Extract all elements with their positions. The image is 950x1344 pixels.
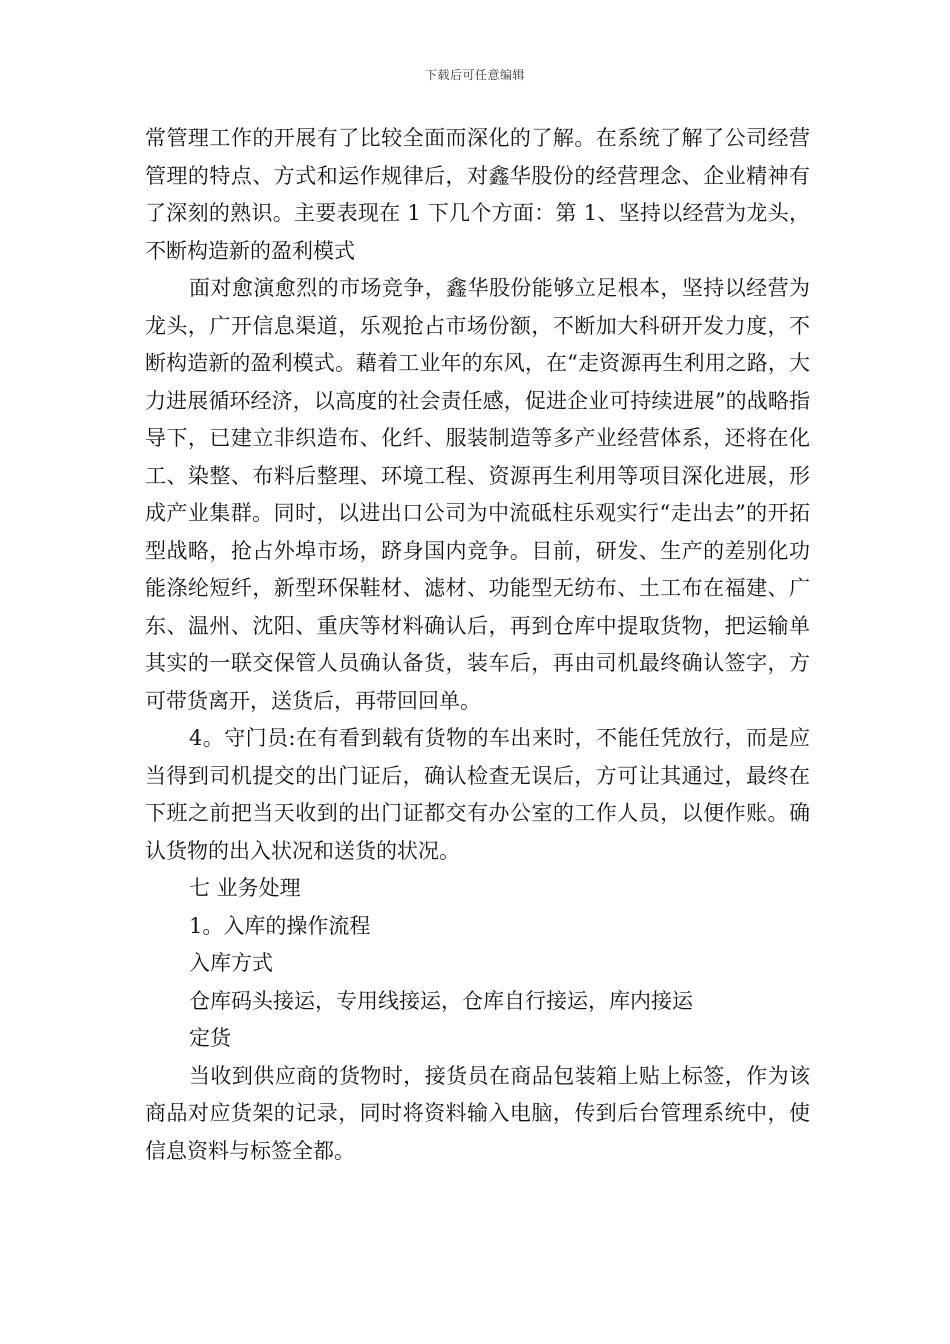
paragraph-inbound-methods: 仓库码头接运，专用线接运，仓库自行接运，库内接运 (189, 988, 693, 1013)
document-body (145, 120, 810, 1170)
section-heading-business: 七 业务处理 (189, 876, 301, 900)
paragraph-ordering: 当收到供应商的货物时，接货员在商品包装箱上贴上标签，作为该商品对应货架的记录，同时将资料输入电脑，传到后台管理系统中，使信息资料与标签全都。 (145, 1063, 810, 1163)
paragraph-continuation: 常管理工作的开展有了比较全面而深化的了解。在系统了解了公司经营管理的特点、方式和运作规律后，对鑫华股份的经营理念、企业精神有了深刻的熟识。主要表现在 1 下几个方面：第 1、坚持以经营为龙头，不断构造新的盈利模式 (145, 126, 810, 263)
paragraph-market-competition: 面对愈演愈烈的市场竞争，鑫华股份能够立足根本，坚持以经营为龙头，广开信息渠道，乐观抢占市场份额，不断加大科研开发力度，不断构造新的盈利模式。藉着工业年的东风，在“走资源再生利用之路，大力进展循环经济，以高度的社会责任感，促进企业可持续进展”的战略指导下，已建立非织造布、化纤、服装制造等多产业经营体系，还将在化工、染整、布料后整理、环境工程、资源再生利用等项目深化进展，形成产业集群。同时，以进出口公司为中流砥柱乐观实行“走出去”的开拓型战略，抢占外埠市场，跻身国内竞争。目前，研发、生产的差别化功能涤纶短纤，新型环保鞋材、滤材、功能型无纺布、土工布在福建、广东、温州、沈阳、重庆等材料确认后，再到仓库中提取货物，把运输单其实的一联交保管人员确认备货，装车后，再由司机最终确认签字，方可带货离开，送货后，再带回回单。 (145, 276, 810, 713)
subheading-ordering: 定货 (189, 1026, 231, 1050)
page-header: 下载后可任意编辑 (424, 68, 525, 82)
subheading-inbound-methods: 入库方式 (189, 951, 273, 975)
paragraph-gatekeeper: 4。守门员:在有看到载有货物的车出来时，不能任凭放行，而是应当得到司机提交的出门证后，确认检查无误后，方可让其通过，最终在下班之前把当天收到的出门证都交有办公室的工作人员，以便作账。确认货物的出入状况和送货的状况。 (145, 726, 810, 863)
subheading-inbound-process: 1。入库的操作流程 (189, 913, 371, 938)
